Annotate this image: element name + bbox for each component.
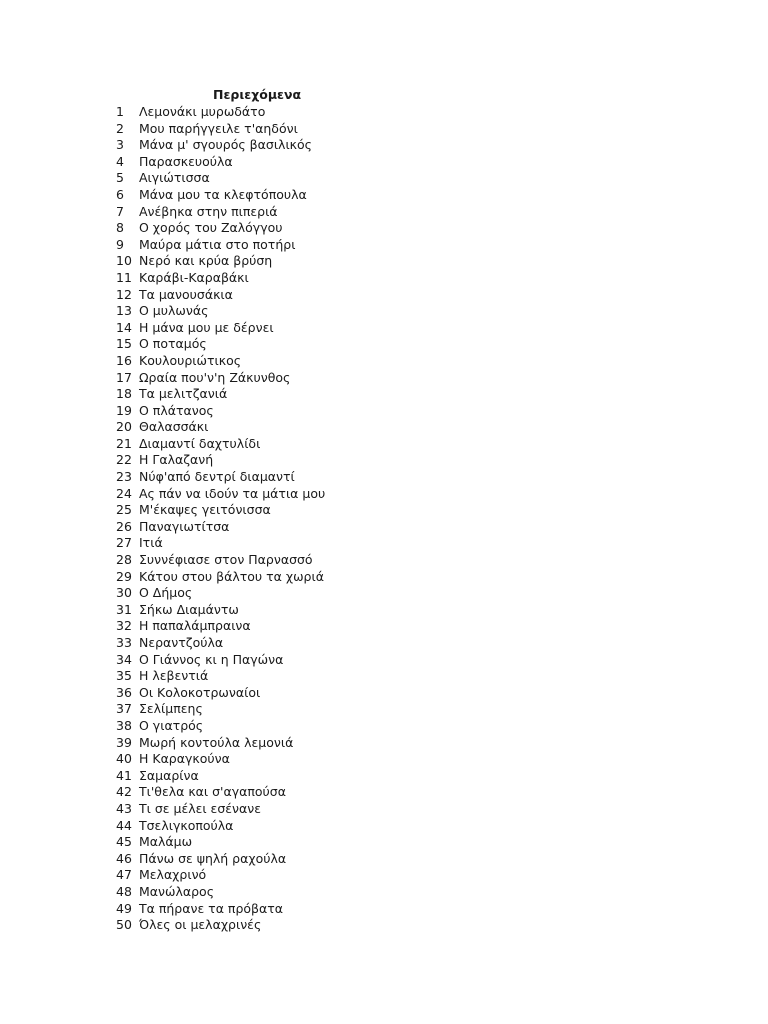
toc-entry-title: Ο πλάτανος [139,402,214,418]
toc-entry [116,751,325,768]
toc-entry-number: 49 [116,900,132,916]
toc-entry-number: 42 [116,784,132,800]
toc-entry [116,220,325,237]
toc-entry-number: 23 [116,469,132,485]
toc-entry-number: 16 [116,352,132,368]
toc-entry [116,320,325,337]
toc-entry-number: 38 [116,717,132,733]
toc-entry-title: Η Καραγκούνα [139,751,230,767]
toc-entry [116,668,325,685]
toc-entry-title: Η μάνα μου με δέρνει [139,319,274,335]
toc-entry [116,253,325,270]
toc-entry-number: 43 [116,800,132,816]
toc-entry-number: 39 [116,734,132,750]
toc-entry-number: 31 [116,601,132,617]
toc-entry-number: 18 [116,386,132,402]
toc-title: Περιεχόμενα [213,87,302,102]
toc-entry [116,784,325,801]
toc-entry-title: Νερό και κρύα βρύση [139,253,273,269]
toc-entry [116,652,325,669]
toc-entry-number: 2 [116,120,124,136]
toc-entry-number: 14 [116,319,132,335]
toc-entry-title: Η λεβεντιά [139,668,209,684]
toc-entry-title: Σαμαρίνα [139,767,199,783]
toc-entry-number: 17 [116,369,132,385]
toc-entry [116,370,325,387]
toc-entry [116,170,325,187]
toc-entry-title: Παναγιωτίτσα [139,518,230,534]
toc-entry-title: Μαύρα μάτια στο ποτήρι [139,236,296,252]
toc-entry [116,403,325,420]
toc-entry-number: 5 [116,170,124,186]
toc-entry [116,137,325,154]
toc-entry [116,718,325,735]
toc-entry-number: 21 [116,435,132,451]
toc-entry-number: 28 [116,552,132,568]
toc-entry [116,270,325,287]
toc-entry-title: Ιτιά [139,535,163,551]
toc-entry [116,469,325,486]
toc-entry [116,585,325,602]
toc-entry [116,768,325,785]
toc-entry-title: Σήκω Διαμάντω [139,601,239,617]
toc-entry-title: Καράβι-Καραβάκι [139,269,249,285]
toc-entry-title: Ο ποταμός [139,336,207,352]
toc-entry-number: 48 [116,883,132,899]
toc-entry-number: 36 [116,684,132,700]
toc-entry [116,569,325,586]
toc-entry-number: 19 [116,402,132,418]
toc-entry-number: 15 [116,336,132,352]
toc-entry-title: Όλες οι μελαχρινές [139,917,262,933]
toc-entry [116,486,325,503]
toc-entry-title: Πάνω σε ψηλή ραχούλα [139,850,287,866]
toc-entry-number: 13 [116,303,132,319]
toc-entry [116,204,325,221]
toc-entry [116,818,325,835]
toc-entry-title: Ο γιατρός [139,717,204,733]
toc-entry-number: 37 [116,701,132,717]
toc-entry-title: Η παπαλάμπραινα [139,618,251,634]
toc-entry-title: Μελαχρινό [139,867,207,883]
toc-entry-title: Ο μυλωνάς [139,303,209,319]
toc-entry [116,154,325,171]
toc-entry [116,917,325,934]
toc-entry [116,386,325,403]
toc-entry [116,851,325,868]
toc-list [116,104,325,934]
toc-entry-number: 8 [116,220,124,236]
toc-entry-number: 26 [116,518,132,534]
toc-entry-number: 50 [116,917,132,933]
toc-entry-title: Τσελιγκοπούλα [139,817,234,833]
toc-entry [116,436,325,453]
toc-entry-title: Μάνα μ' σγουρός βασιλικός [139,137,313,153]
toc-entry-title: Μάνα μου τα κλεφτόπουλα [139,186,307,202]
toc-entry [116,187,325,204]
toc-entry-title: Οι Κολοκοτρωναίοι [139,684,261,700]
toc-entry [116,552,325,569]
toc-entry-number: 41 [116,767,132,783]
toc-entry [116,834,325,851]
toc-entry-number: 40 [116,751,132,767]
toc-entry-number: 12 [116,286,132,302]
toc-entry-title: Τα μελιτζανιά [139,386,228,402]
toc-entry-title: Μου παρήγγειλε τ'αηδόνι [139,120,298,136]
toc-entry-number: 6 [116,186,124,202]
toc-entry-number: 10 [116,253,132,269]
toc-entry-title: Διαμαντί δαχτυλίδι [139,435,261,451]
toc-entry-title: Αιγιώτισσα [139,170,210,186]
toc-entry [116,901,325,918]
toc-entry [116,353,325,370]
toc-entry-title: Τι'θελα και σ'αγαπούσα [139,784,286,800]
toc-entry-number: 33 [116,635,132,650]
toc-entry [116,801,325,818]
toc-entry-title: Ωραία που'ν'η Ζάκυνθος [139,369,291,385]
toc-entry [116,519,325,536]
toc-entry-number: 25 [116,502,132,518]
toc-entry [116,121,325,138]
toc-entry-title: Νύφ'από δεντρί διαμαντί [139,469,295,485]
toc-entry-title: Ας πάν να ιδούν τα μάτια μου [139,485,326,501]
toc-entry [116,618,325,635]
toc-entry-number: 47 [116,867,132,883]
toc-entry [116,602,325,619]
toc-entry [116,287,325,304]
toc-entry-number: 35 [116,668,132,684]
toc-entry [116,635,325,652]
toc-entry-title: Ο χορός του Ζαλόγγου [139,220,283,236]
toc-entry-title: Ο Γιάννος κι η Παγώνα [139,651,284,667]
toc-entry-number: 11 [116,269,132,285]
toc-entry-number: 24 [116,485,132,501]
toc-entry [116,303,325,320]
toc-entry-title: Κάτου στου βάλτου τα χωριά [139,568,324,584]
toc-entry-title: Τα μανουσάκια [139,286,233,302]
toc-entry-number: 45 [116,834,132,850]
toc-entry [116,104,325,121]
toc-entry-title: Ανέβηκα στην πιπεριά [139,203,278,219]
toc-entry-title: Συννέφιασε στον Παρνασσό [139,552,313,568]
toc-entry [116,685,325,702]
toc-entry-title: Η Γαλαζανή [139,452,214,468]
toc-entry-title: Παρασκευούλα [139,153,233,169]
toc-entry-number: 3 [116,137,124,153]
toc-entry-title: Σελίμπεης [139,701,203,717]
toc-entry-title: Τα πήρανε τα πρόβατα [139,900,284,916]
toc-entry-number: 46 [116,850,132,866]
toc-entry-title: Ο Δήμος [139,585,193,601]
toc-entry [116,535,325,552]
toc-entry-number: 22 [116,452,132,468]
toc-entry-number: 32 [116,618,132,634]
toc-entry-number: 20 [116,419,132,435]
toc-entry-number: 7 [116,203,124,219]
toc-entry [116,336,325,353]
toc-entry [116,502,325,519]
toc-entry [116,867,325,884]
toc-entry [116,452,325,469]
toc-entry-number: 4 [116,153,124,169]
toc-entry-title: Μανώλαρος [139,883,215,899]
toc-entry-title: Λεμονάκι μυρωδάτο [139,104,266,119]
toc-entry-title: Μαλάμω [139,834,193,850]
toc-entry-number: 29 [116,568,132,584]
toc-entry [116,419,325,436]
toc-entry-title: Μ'έκαψες γειτόνισσα [139,502,271,518]
toc-entry [116,237,325,254]
toc-entry [116,701,325,718]
toc-entry-title: Θαλασσάκι [139,419,209,435]
toc-entry-title: Νεραντζούλα [139,635,224,650]
toc-entry-number: 34 [116,651,132,667]
toc-entry-number: 30 [116,585,132,601]
toc-entry-number: 27 [116,535,132,551]
toc-entry-title: Κουλουριώτικος [139,352,242,368]
toc-entry-number: 1 [116,104,124,119]
toc-entry [116,735,325,752]
toc-entry-number: 9 [116,236,124,252]
toc-entry-number: 44 [116,817,132,833]
toc-entry-title: Μωρή κοντούλα λεμονιά [139,734,294,750]
toc-entry-title: Τι σε μέλει εσένανε [139,800,261,816]
toc-entry [116,884,325,901]
